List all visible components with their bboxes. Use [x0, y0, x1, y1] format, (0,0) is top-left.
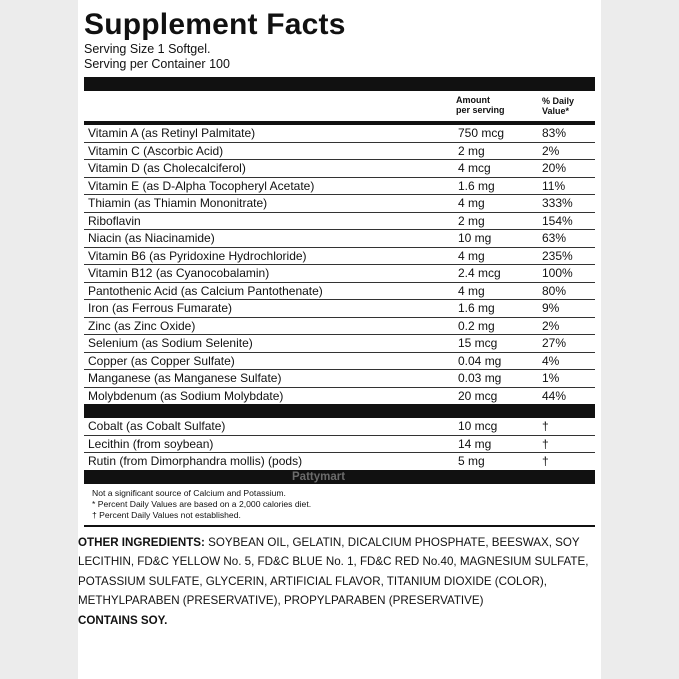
footnote: † Percent Daily Values not established. [92, 509, 241, 520]
nutrient-amount: 10 mg [458, 231, 492, 245]
table-row [84, 248, 595, 266]
nutrient-daily-value: 235% [542, 248, 573, 263]
nutrient-daily-value: 9% [542, 301, 560, 315]
nutrient-name: Selenium (as Sodium Selenite) [88, 336, 253, 350]
nutrient-name: Molybdenum (as Sodium Molybdate) [88, 388, 284, 403]
nutrient-name: Vitamin A (as Retinyl Palmitate) [88, 126, 256, 140]
nutrient-amount: 20 mcg [458, 388, 498, 403]
supplement-facts-panel [78, 0, 601, 679]
nutrient-daily-value: 44% [542, 388, 567, 403]
section-divider-bar [84, 404, 595, 418]
ingredients-heading: OTHER INGREDIENTS: [78, 536, 205, 549]
table-row [84, 300, 595, 318]
table-row [84, 195, 595, 213]
nutrient-daily-value: † [542, 454, 549, 468]
nutrient-daily-value: 11% [542, 178, 566, 193]
footnote: Not a significant source of Calcium and Potassium. [92, 487, 286, 498]
other-ingredients [78, 533, 601, 630]
nutrient-amount: 1.6 mg [458, 178, 495, 193]
nutrient-daily-value: 27% [542, 336, 567, 350]
table-row [84, 388, 595, 405]
nutrient-name: Thiamin (as Thiamin Mononitrate) [88, 196, 268, 210]
table-row [84, 353, 595, 371]
nutrient-amount: 0.04 mg [458, 353, 502, 368]
table-row [84, 418, 595, 436]
nutrient-daily-value: 2% [542, 318, 560, 333]
table-row [84, 453, 595, 470]
nutrient-name: Vitamin D (as Cholecalciferol) [88, 161, 246, 175]
nutrient-amount: 750 mcg [458, 126, 505, 140]
nutrient-amount: 4 mg [458, 283, 485, 298]
nutrient-amount: 0.2 mg [458, 318, 495, 333]
label-title: Supplement Facts [84, 8, 346, 41]
table-row [84, 230, 595, 248]
serving-size: Serving Size 1 Softgel. [84, 42, 211, 56]
table-row [84, 178, 595, 196]
nutrient-name: Niacin (as Niacinamide) [88, 231, 215, 245]
nutrient-name: Pantothenic Acid (as Calcium Pantothenate) [88, 283, 323, 298]
daily-value-column-header: % Daily Value* [542, 96, 575, 116]
header-divider-bar [84, 77, 595, 91]
nutrient-daily-value: † [542, 436, 549, 451]
nutrient-amount: 10 mcg [458, 419, 498, 433]
nutrient-amount: 4 mcg [458, 161, 491, 175]
nutrient-daily-value: 1% [542, 371, 560, 385]
nutrient-amount: 2 mg [458, 213, 485, 228]
nutrient-daily-value: 154% [542, 213, 573, 228]
nutrient-amount: 5 mg [458, 454, 485, 468]
nutrient-name: Manganese (as Manganese Sulfate) [88, 371, 282, 385]
nutrient-amount: 2 mg [458, 143, 485, 158]
nutrient-amount: 2.4 mcg [458, 266, 501, 280]
nutrient-name: Iron (as Ferrous Fumarate) [88, 301, 233, 315]
column-headers [84, 91, 595, 125]
amount-column-header: Amount per serving [456, 95, 505, 115]
nutrient-name: Rutin (from Dimorphandra mollis) (pods) [88, 454, 303, 468]
nutrient-daily-value: 333% [542, 196, 573, 210]
nutrient-daily-value: 80% [542, 283, 567, 298]
table-row [84, 335, 595, 353]
nutrient-name: Vitamin C (Ascorbic Acid) [88, 143, 224, 158]
watermark-bar [84, 470, 595, 484]
ingredients-list: SOYBEAN OIL, GELATIN, DICALCIUM PHOSPHATE, BEESWAX, SOY LECITHIN, FD&C YELLOW No. 5, FD&C BLUE No. 1, FD&C RED No.40, MAGNESIUM SULFATE, POTASSIUM SULFATE, GLYCERIN, ARTIFICIAL FLAVOR, TITANIUM DIOXIDE (COLOR), METHYLPARABEN (PRESERVATIVE), PROPYLPARABEN (PRESERVATIVE) [78, 536, 589, 608]
nutrient-name: Lecithin (from soybean) [88, 436, 214, 451]
table-row [84, 436, 595, 454]
nutrient-name: Zinc (as Zinc Oxide) [88, 318, 196, 333]
nutrient-name: Riboflavin [88, 213, 141, 228]
nutrient-amount: 4 mg [458, 196, 485, 210]
table-row [84, 213, 595, 231]
nutrient-daily-value: 2% [542, 143, 560, 158]
nutrient-name: Copper (as Copper Sulfate) [88, 353, 235, 368]
footnote: * Percent Daily Values are based on a 2,000 calories diet. [92, 498, 312, 509]
nutrient-amount: 15 mcg [458, 336, 498, 350]
table-row [84, 125, 595, 143]
nutrient-amount: 14 mg [458, 436, 492, 451]
nutrient-daily-value: 20% [542, 161, 567, 175]
table-row [84, 265, 595, 283]
nutrient-amount: 4 mg [458, 248, 485, 263]
nutrient-daily-value: † [542, 419, 549, 433]
nutrient-name: Vitamin B12 (as Cyanocobalamin) [88, 266, 270, 280]
table-row [84, 283, 595, 301]
nutrient-amount: 0.03 mg [458, 371, 502, 385]
watermark-text: Pattymart [292, 470, 346, 483]
nutrient-daily-value: 63% [542, 231, 567, 245]
table-row [84, 370, 595, 388]
servings-per-container: Serving per Container 100 [84, 57, 230, 71]
nutrient-name: Vitamin E (as D-Alpha Tocopheryl Acetate) [88, 178, 315, 193]
table-row [84, 143, 595, 161]
footnotes [84, 484, 595, 527]
table-row [84, 318, 595, 336]
nutrient-amount: 1.6 mg [458, 301, 495, 315]
nutrient-daily-value: 100% [542, 266, 573, 280]
allergen-statement: CONTAINS SOY. [78, 613, 168, 627]
nutrient-table [84, 125, 595, 404]
table-row [84, 160, 595, 178]
supplement-facts-label [84, 0, 595, 527]
nutrient-name: Cobalt (as Cobalt Sulfate) [88, 419, 226, 433]
nutrient-name: Vitamin B6 (as Pyridoxine Hydrochloride) [88, 248, 307, 263]
nutrient-daily-value: 83% [542, 126, 567, 140]
other-nutrient-table [84, 418, 595, 470]
nutrient-daily-value: 4% [542, 353, 560, 368]
